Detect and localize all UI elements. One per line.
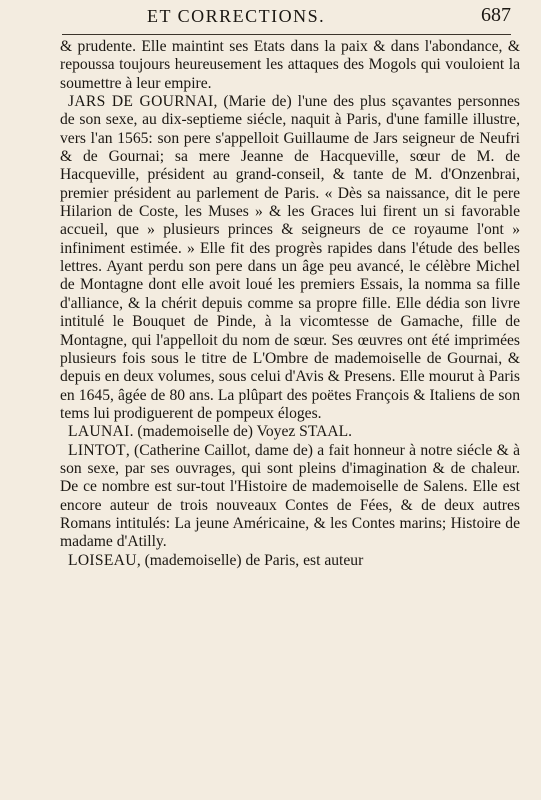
page-number: 687 [481, 4, 511, 26]
running-title: ET CORRECTIONS. [147, 6, 326, 26]
entry-launai [60, 423, 520, 441]
entry-text: , (Catherine Caillot, dame de) a fait honneur à notre siécle & à son sexe, par ses ouvrages, qui sont pleins d'imagination & de chaleur. De ce nombre est sur-tout l'Histoire de mademoiselle de Salens. Elle est encore auteur de trois nouveaux Contes de Fées, & de deux autres Romans intitulés: La jeune Américaine, & les Contes marins; Histoire de madame d'Atilly. [60, 441, 520, 551]
entry-headword: LINTOT [68, 441, 126, 459]
entry-lintot [60, 442, 520, 552]
entry-text: , (Marie de) l'une des plus sçavantes personnes de son sexe, au dix-septieme siécle, naquit à Paris, d'une famille illustre, vers l'an 1565: son pere s'appelloit Guillaume de Jars seigneur de Neufri & de Gournai; sa mere Jeanne de Hacqueville, sœur de M. de Hacqueville, président au grand-conseil, & tante de M. d'Onzenbrai, premier président au parlement de Paris. « Dès sa naissance, dit le pere Hilarion de Coste, les Muses » & les Graces lui firent un si favorable accueil, que » plusieurs princes & seigneurs de ce royaume l'ont » infiniment estimée. » Elle fit des progrès rapides dans l'étude des belles lettres. Ayant perdu son pere dans un âge peu avancé, le célèbre Michel de Montagne dont elle avoit loué les premiers Essais, la nomma sa fille d'alliance, & la chérit depuis comme sa propre fille. Elle dédia son livre intitulé le Bouquet de Pinde, à la vicomtesse de Gamache, fille de Montagne, qui l'appelloit du nom de sœur. Ses œuvres ont été imprimées plusieurs fois sous le titre de L'Ombre de mademoiselle de Gournai, & depuis en deux volumes, sous celui d'Avis & Presens. Elle mourut à Paris en 1645, âgée de 80 ans. La plûpart des poëtes François & Italiens de son tems lui prodiguerent de pompeux éloges. [60, 93, 520, 422]
entry-headword: JARS DE GOURNAI [68, 93, 214, 111]
entry-text: . (mademoiselle de) Voyez STAAL. [129, 423, 353, 441]
entry-jars-de-gournai [60, 93, 520, 423]
paragraph-text: & prudente. Elle maintint ses Etats dans la paix & dans l'abondance, & repoussa toujours heureusement les attaques des Mogols qui vouloient la soumettre à leur empire. [60, 38, 520, 92]
page-body [60, 38, 520, 570]
entry-headword: LOISEAU [68, 551, 137, 569]
entry-text: , (mademoiselle) de Paris, est auteur [136, 551, 364, 569]
paragraph-continuation [60, 38, 520, 93]
entry-loiseau [60, 552, 520, 570]
page-header [62, 6, 511, 35]
entry-headword: LAUNAI [68, 423, 130, 441]
